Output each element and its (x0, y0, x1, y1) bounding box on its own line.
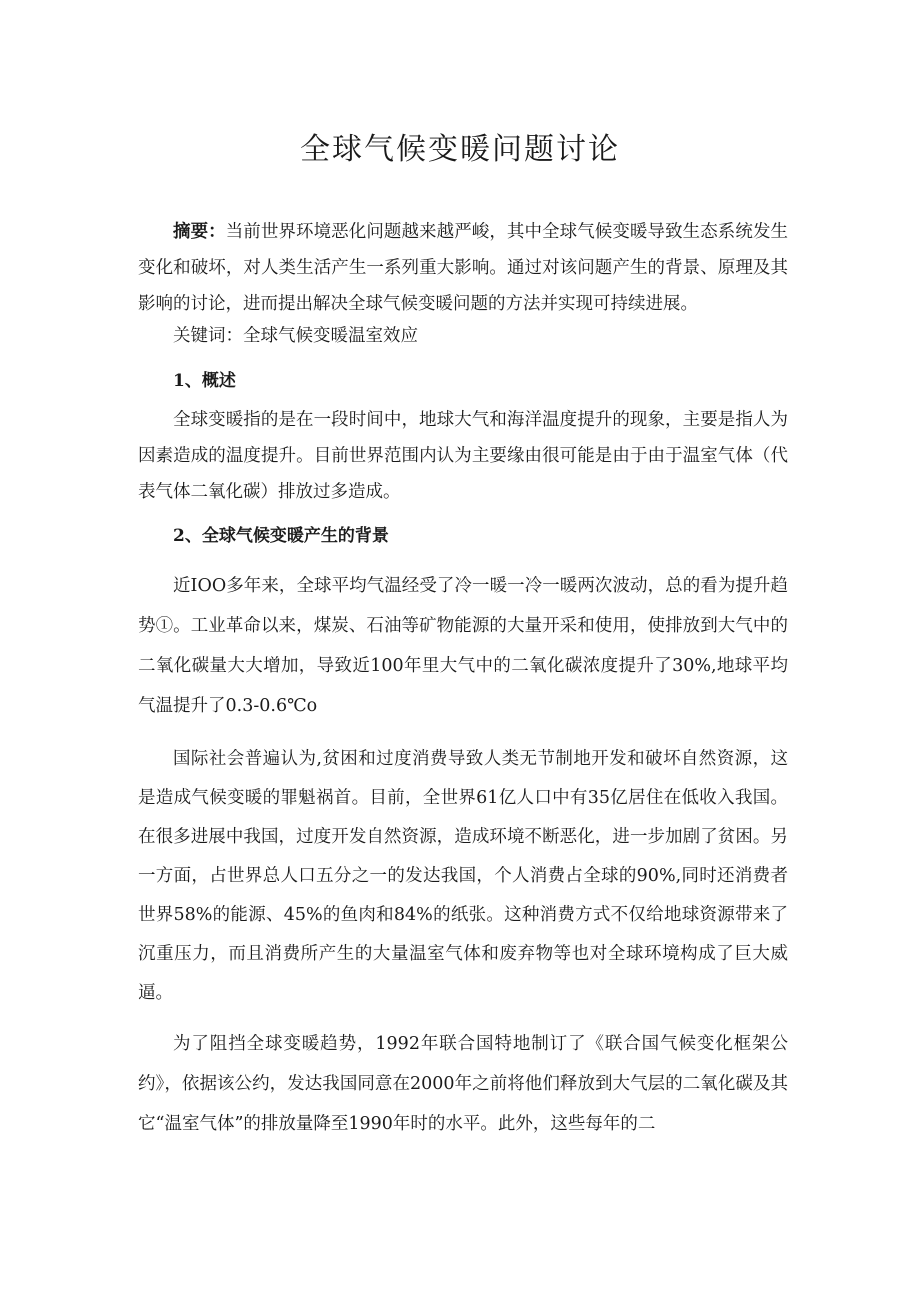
abstract-label: 摘要： (173, 222, 226, 242)
abstract-text: 当前世界环境恶化问题越来越严峻，其中全球气候变暖导致生态系统发生变化和破坏，对人类生活产生一系列重大影响。通过对该问题产生的背景、原理及其影响的讨论，进而提出解决全球气候变暖问题的方法并实现可持续进展。 (138, 222, 789, 314)
document-title: 全球气候变暖问题讨论 (300, 132, 620, 167)
keywords-line: 关键词：全球气候变暖温室效应 (173, 326, 418, 346)
section-2-heading: 2、全球气候变暖产生的背景 (173, 526, 389, 546)
section-1-paragraph: 全球变暖指的是在一段时间中，地球大气和海洋温度提升的现象，主要是指人为因素造成的温度提升。目前世界范围内认为主要缘由很可能是由于由于温室气体（代表气体二氧化碳）排放过多造成。 (138, 410, 788, 502)
section-2-paragraph-3: 为了阻挡全球变暖趋势，1992年联合国特地制订了《联合国气候变化框架公约》，依据该公约，发达我国同意在2000年之前将他们释放到大气层的二氧化碳及其它“温室气体”的排放量降至1990年时的水平。此外，这些每年的二 (138, 1034, 788, 1134)
abstract-paragraph (138, 214, 788, 322)
section-2-paragraph-2: 国际社会普遍认为,贫困和过度消费导致人类无节制地开发和破坏自然资源，这是造成气候变暖的罪魁祸首。目前，全世界61亿人口中有35亿居住在低收入我国。在很多进展中我国，过度开发自然资源，造成环境不断恶化，进一步加剧了贫困。另一方面，占世界总人口五分之一的发达我国，个人消费占全球的90%,同时还消费者世界58%的能源、45%的鱼肉和84%的纸张。这种消费方式不仅给地球资源带来了沉重压力，而且消费所产生的大量温室气体和废弃物等也对全球环境构成了巨大威逼。 (138, 749, 788, 1003)
section-1-heading: 1、概述 (173, 371, 236, 391)
section-2-paragraph-1: 近IOO多年来，全球平均气温经受了冷一暖一冷一暖两次波动，总的看为提升趋势①。工业革命以来，煤炭、石油等矿物能源的大量开采和使用，使排放到大气中的二氧化碳量大大增加，导致近100年里大气中的二氧化碳浓度提升了30%,地球平均气温提升了0.3-0.6℃o (138, 576, 788, 716)
